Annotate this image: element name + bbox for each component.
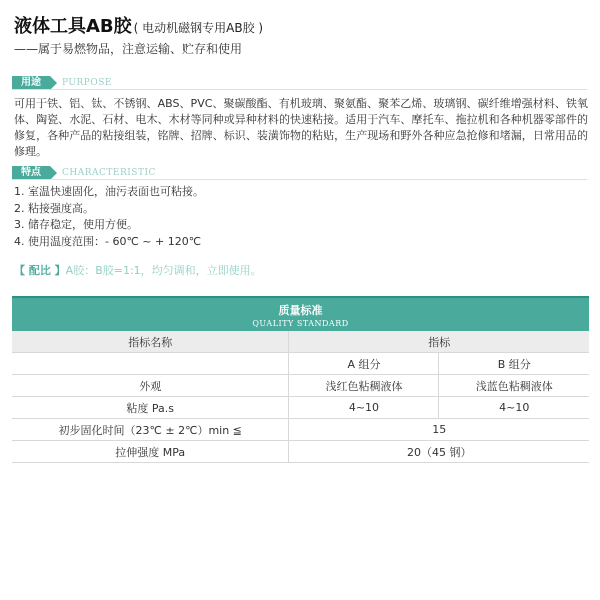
product-title-row xyxy=(14,12,263,38)
column-header-index: 指标 xyxy=(289,331,589,353)
row-name: 拉伸强度 MPa xyxy=(12,441,289,463)
characteristic-en-label: CHARACTERISTIC xyxy=(62,168,156,178)
column-header-name: 指标名称 xyxy=(12,331,289,353)
table-row xyxy=(12,375,589,397)
row-a-value: 4~10 xyxy=(289,397,439,419)
purpose-tag: 用途 xyxy=(12,76,50,90)
table-row xyxy=(12,419,589,441)
mixing-ratio xyxy=(14,262,262,278)
characteristic-divider xyxy=(12,179,587,180)
characteristic-list xyxy=(14,184,204,250)
empty-cell xyxy=(12,353,289,375)
quality-table-header xyxy=(12,296,589,331)
purpose-text: 可用于铁、铝、钛、不锈钢、ABS、PVC、聚碳酸酯、有机玻璃、聚氨酯、聚苯乙烯、玻璃钢、碳纤维增强材料、铁氧体、陶瓷、水泥、石材、电木、木材等同种或异种材料的快速粘接。适用于汽车、摩托车、拖拉机和各种机器零部件的修复，各种产品的粘接组装，铭牌、招牌、标识、装潢饰物的粘贴，生产现场和野外各种应急抢修和堵漏，日常用品的修理。 xyxy=(14,97,588,158)
purpose-section-header xyxy=(12,76,587,90)
characteristic-item: 3. 储存稳定，使用方便。 xyxy=(14,218,138,231)
table-row xyxy=(12,397,589,419)
row-b-value: 4~10 xyxy=(439,397,589,419)
product-title-note: ( 电动机磁钢专用AB胶 ) xyxy=(133,21,264,35)
component-header-row xyxy=(12,353,589,375)
component-a-header: A 组分 xyxy=(289,353,439,375)
characteristic-section-header xyxy=(12,166,587,180)
characteristic-item: 2. 粘接强度高。 xyxy=(14,201,94,215)
characteristic-tag: 特点 xyxy=(12,166,50,180)
component-b-header: B 组分 xyxy=(439,353,589,375)
mixing-ratio-label: 【 配比 】 xyxy=(14,264,66,277)
purpose-en-label: PURPOSE xyxy=(62,78,112,88)
mixing-ratio-value: A胶：B胶=1:1，均匀调和，立即使用。 xyxy=(65,264,262,277)
table-header-row xyxy=(12,331,589,353)
row-merged-value: 15 xyxy=(289,419,589,441)
row-name: 粘度 Pa.s xyxy=(12,397,289,419)
quality-standard-table xyxy=(12,296,589,463)
quality-table-title: 质量标准 xyxy=(278,304,323,317)
row-b-value: 浅蓝色粘稠液体 xyxy=(439,375,589,397)
characteristic-item: 1. 室温快速固化，油污表面也可粘接。 xyxy=(14,185,204,198)
characteristic-item: 4. 使用温度范围：- 60℃ ~ + 120℃ xyxy=(14,234,202,248)
purpose-divider xyxy=(12,89,587,90)
safety-subtitle: ——属于易燃物品，注意运输、贮存和使用 xyxy=(14,42,243,56)
row-name: 初步固化时间（23℃ ± 2℃）min ≦ xyxy=(12,419,289,441)
row-a-value: 浅红色粘稠液体 xyxy=(289,375,439,397)
table-row xyxy=(12,441,589,463)
quality-table-en-title: QUALITY STANDARD xyxy=(252,319,349,328)
row-merged-value: 20（45 钢） xyxy=(289,441,589,463)
row-name: 外观 xyxy=(12,375,289,397)
quality-table-grid xyxy=(12,331,589,463)
product-title: 液体工具AB胶 xyxy=(14,16,132,37)
